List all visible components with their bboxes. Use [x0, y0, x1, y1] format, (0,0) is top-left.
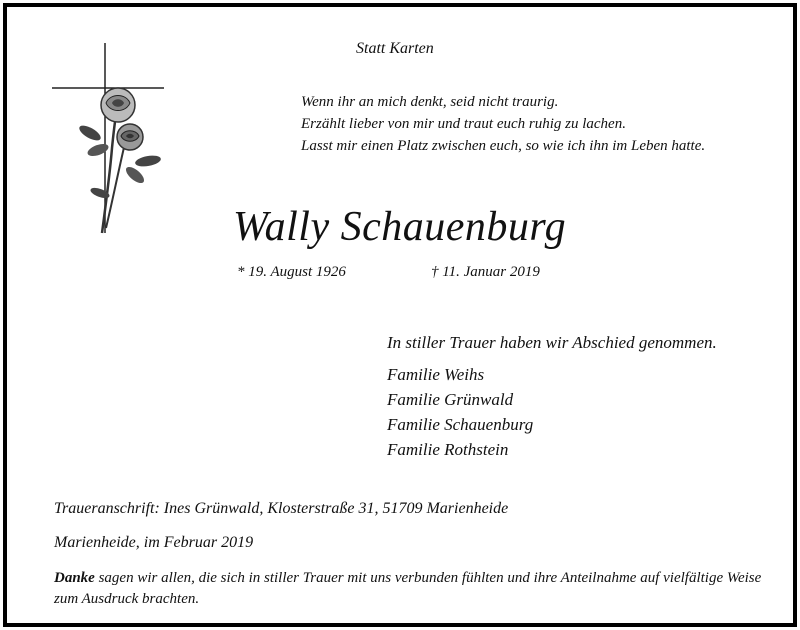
thanks-text: sagen wir allen, die sich in stiller Trauer mit uns verbunden fühlten und ihre Anteilnahme auf vielfältige Weise zum Ausdruck brachten.: [54, 570, 762, 607]
obituary-notice: [3, 3, 797, 627]
deceased-name: Wally Schauenburg: [233, 204, 567, 250]
thanks-paragraph: [54, 568, 764, 610]
family-name: Familie Grünwald: [387, 390, 514, 409]
verse-line: Lasst mir einen Platz zwischen euch, so wie ich ihn im Leben hatte.: [301, 138, 706, 154]
family-name: Familie Weihs: [387, 365, 485, 384]
mourning-address: Traueranschrift: Ines Grünwald, Klosterstraße 31, 51709 Marienheide: [54, 500, 509, 517]
cross-with-rose-icon: [50, 43, 170, 238]
family-name: Familie Schauenburg: [387, 415, 534, 434]
notice-header: Statt Karten: [356, 40, 434, 57]
family-list: [387, 362, 533, 462]
verse-line: Erzählt lieber von mir und traut euch ruhig zu lachen.: [301, 116, 626, 132]
death-date: † 11. Januar 2019: [431, 264, 540, 280]
verse-line: Wenn ihr an mich denkt, seid nicht traurig.: [301, 94, 559, 110]
birth-date: * 19. August 1926: [237, 264, 346, 280]
family-name: Familie Rothstein: [387, 440, 509, 459]
memorial-verse: [301, 91, 705, 157]
mourning-line: In stiller Trauer haben wir Abschied genommen.: [387, 333, 717, 352]
place-date: Marienheide, im Februar 2019: [54, 534, 254, 551]
thanks-bold: Danke: [54, 570, 95, 586]
